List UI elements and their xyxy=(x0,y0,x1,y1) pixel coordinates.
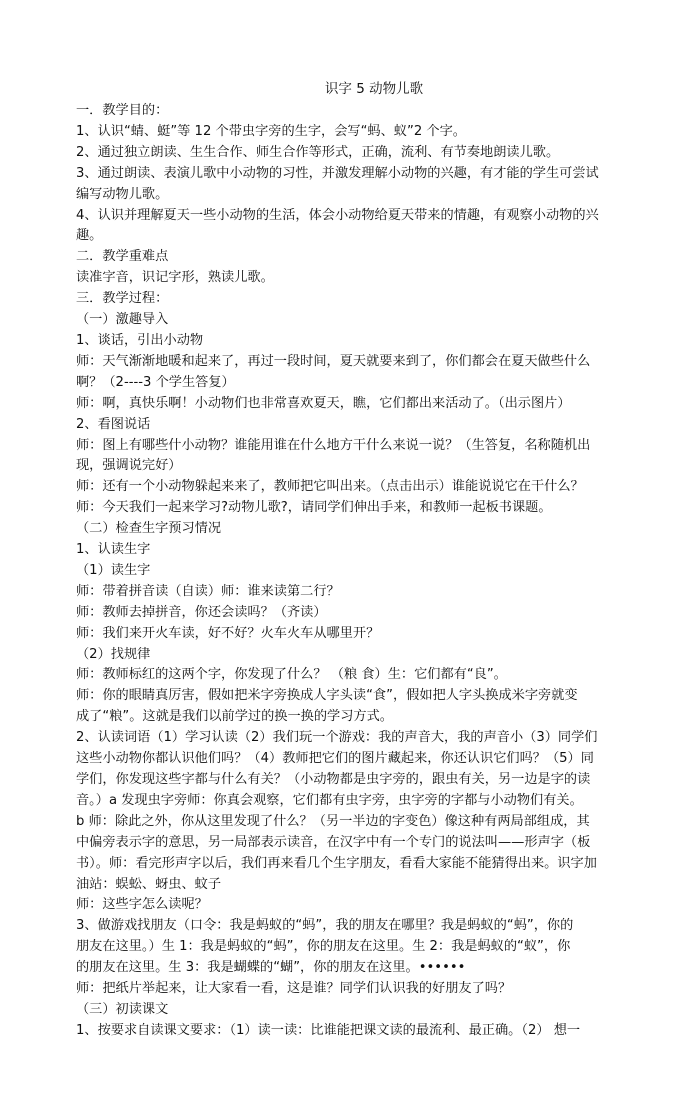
text-line: 学们，你发现这些字都与什么有关？（小动物都是虫字旁的，跟虫有关，另一边是字的读 xyxy=(76,772,591,787)
text-line: 读准字音，识记字形，熟读儿歌。 xyxy=(76,270,274,286)
text-line: 二．教学重难点 xyxy=(76,249,169,265)
text-line: 4、认识并理解夏天一些小动物的生活，体会小动物给夏天带来的情趣，有观察小动物的兴 xyxy=(76,207,599,223)
text-line: 1、谈话，引出小动物 xyxy=(76,332,204,348)
text-line: 中偏旁表示字的意思，另一局部表示读音，在汉字中有一个专门的说法叫——形声字（板 xyxy=(76,834,591,850)
text-line: 朋友在这里。）生 1：我是蚂蚁的“蚂”，你的朋友在这里。生 2：我是蚂蚁的“蚁”，你 xyxy=(76,939,571,955)
document-title: 识字 5 动物儿歌 xyxy=(324,81,424,97)
text-line: 师：今天我们一起来学习?动物儿歌?，请同学们伸出手来，和教师一起板书课题。 xyxy=(76,500,552,516)
text-line: （2）找规律 xyxy=(76,646,151,662)
text-line: 师：带着拼音读（自读）师：谁来读第二行？ xyxy=(76,583,340,599)
text-line: 3、通过朗读、表演儿歌中小动物的习性，并激发理解小动物的兴趣，有才能的学生可尝试 xyxy=(76,165,599,181)
text-line: 趣。 xyxy=(76,228,103,244)
text-line: 师：教师标红的这两个字，你发现了什么？ （粮 食）生：它们都有“良”。 xyxy=(76,667,507,683)
text-line: 1、认读生字 xyxy=(76,542,151,558)
text-line: 现，强调说完好） xyxy=(76,458,182,474)
text-line: 油站：蜈蚣、蚜虫、蚊子 xyxy=(76,876,222,892)
document-page xyxy=(76,78,632,1042)
text-line: 音。）a 发现虫字旁师：你真会观察，它们都有虫字旁，虫字旁的字都与小动物们有关。 xyxy=(76,792,583,808)
text-line: 1、按要求自读课文要求：（1）读一读：比谁能把课文读的最流利、最正确。（2） 想一 xyxy=(76,1022,581,1038)
text-line: （1）读生字 xyxy=(76,562,151,578)
text-line: 师：这些字怎么读呢？ xyxy=(76,897,208,913)
text-line: 1、认识“蜻、蜓”等 12 个带虫字旁的生字，会写“蚂、蚁”2 个字。 xyxy=(76,123,466,139)
text-line: （三）初读课文 xyxy=(76,1001,169,1017)
text-line: 师：还有一个小动物躲起来来了，教师把它叫出来。（点击出示）谁能说说它在干什么？ xyxy=(76,479,584,495)
text-line: 书）。师：看完形声字以后，我们再来看几个生字朋友，看看大家能不能猜得出来。识字加 xyxy=(76,855,597,871)
text-line: 师：啊，真快乐啊！小动物们也非常喜欢夏天，瞧，它们都出来活动了。（出示图片） xyxy=(76,395,571,411)
text-line: （一）激趣导入 xyxy=(76,312,169,328)
text-line: 3、做游戏找朋友（口令：我是蚂蚁的“蚂”，我的朋友在哪里？我是蚂蚁的“蚂”，你的 xyxy=(76,918,574,934)
text-line: 师：我们来开火车读，好不好？火车火车从哪里开？ xyxy=(76,625,380,641)
text-line: 师：图上有哪些什小动物？谁能用谁在什么地方干什么来说一说？（生答复，名称随机出 xyxy=(76,437,591,453)
text-line: 的朋友在这里。生 3：我是蝴蝶的“蝴”，你的朋友在这里。•••••• xyxy=(76,960,466,976)
text-line: 编写动物儿歌。 xyxy=(76,186,169,202)
text-line: 2、通过独立朗读、生生合作、师生合作等形式，正确，流利、有节奏地朗读儿歌。 xyxy=(76,144,560,160)
text-line: 这些小动物你都认识他们吗？（4）教师把它们的图片藏起来，你还认识它们吗？（5）同 xyxy=(76,751,594,767)
text-line: 师：教师去掉拼音，你还会读吗？（齐读） xyxy=(76,604,327,620)
text-line: 师：你的眼睛真厉害，假如把米字旁换成人字头读“食”，假如把人字头换成米字旁就变 xyxy=(76,688,578,704)
text-line: 2、认读词语（1）学习认读（2）我们玩一个游戏：我的声音大，我的声音小（3）同学们 xyxy=(76,730,598,746)
document-body xyxy=(76,101,632,1042)
text-line: 啊？（2----3 个学生答复） xyxy=(76,374,235,390)
text-line: 一．教学目的： xyxy=(76,103,169,118)
text-line: （二）检查生字预习情况 xyxy=(76,521,222,537)
text-line: 2、看图说话 xyxy=(76,416,151,432)
text-line: 师：天气渐渐地暖和起来了，再过一段时间，夏天就要来到了，你们都会在夏天做些什么 xyxy=(76,353,591,369)
text-line: 成了“粮”。这就是我们以前学过的换一换的学习方式。 xyxy=(76,709,393,725)
text-line: 三．教学过程： xyxy=(76,291,169,307)
text-line: 师：把纸片举起来，让大家看一看，这是谁？同学们认识我的好朋友了吗？ xyxy=(76,981,512,997)
text-line: b 师：除此之外，你从这里发现了什么？（另一半边的字变色）像这种有两局部组成，其 xyxy=(76,813,590,829)
